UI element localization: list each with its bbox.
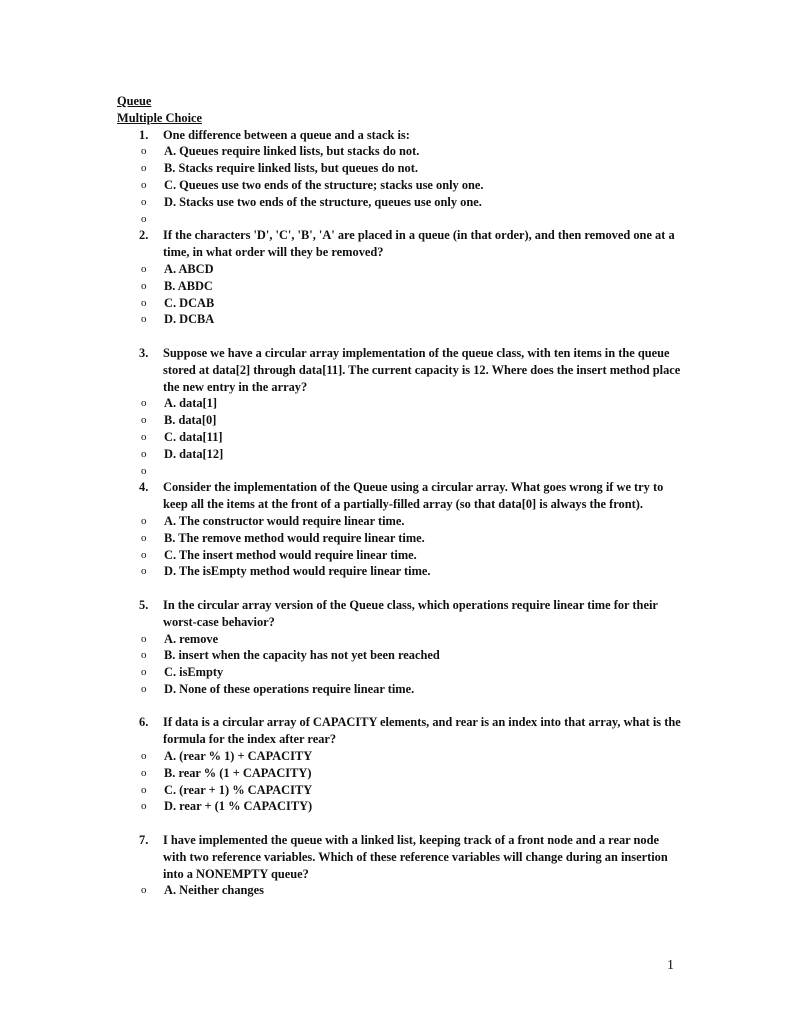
hollow-circle-bullet-icon: o [141, 313, 147, 326]
answer-option-text: A. remove [164, 631, 219, 646]
hollow-circle-bullet-icon: o [141, 430, 147, 443]
answer-option [117, 547, 682, 564]
hollow-circle-bullet-icon: o [141, 548, 147, 561]
answer-option [117, 160, 682, 177]
hollow-circle-bullet-icon: o [141, 279, 147, 292]
hollow-circle-bullet-icon: o [141, 195, 147, 208]
question-item [117, 127, 682, 144]
page-number: 1 [667, 958, 674, 973]
answer-option-text: D. Stacks use two ends of the structure, queues use only one. [164, 194, 482, 209]
answer-option [117, 278, 682, 295]
spacer [117, 815, 682, 832]
hollow-circle-bullet-icon: o [141, 212, 147, 225]
answer-option-text: B. Stacks require linked lists, but queues do not. [164, 161, 418, 176]
answer-option-text: A. Neither changes [164, 883, 264, 898]
hollow-circle-bullet-icon: o [141, 800, 147, 813]
answer-option-text: A. ABCD [164, 261, 214, 276]
answer-options [117, 882, 682, 899]
hollow-circle-bullet-icon: o [141, 262, 147, 275]
hollow-circle-bullet-icon: o [141, 666, 147, 679]
hollow-circle-bullet-icon: o [141, 632, 147, 645]
hollow-circle-bullet-icon: o [141, 296, 147, 309]
answer-option-text: B. data[0] [164, 413, 217, 428]
hollow-circle-bullet-icon: o [141, 884, 147, 897]
answer-option-text: A. (rear % 1) + CAPACITY [164, 749, 313, 764]
answer-option [117, 311, 682, 328]
section-heading: Multiple Choice [117, 110, 203, 125]
hollow-circle-bullet-icon: o [141, 766, 147, 779]
answer-option-text: C. data[11] [164, 429, 223, 444]
hollow-circle-bullet-icon: o [141, 750, 147, 763]
answer-option-text: C. DCAB [164, 295, 215, 310]
answer-options [117, 631, 682, 698]
answer-option-text: C. Queues use two ends of the structure; stacks use only one. [164, 177, 484, 192]
answer-option-text: A. data[1] [164, 396, 217, 411]
question-item [117, 345, 682, 395]
answer-option [117, 664, 682, 681]
hollow-circle-bullet-icon: o [141, 397, 147, 410]
spacer [117, 328, 682, 345]
question-text: One difference between a queue and a stack is: [163, 127, 410, 142]
answer-option-text: D. The isEmpty method would require linear time. [164, 564, 431, 579]
answer-option-text: A. The constructor would require linear time. [164, 513, 405, 528]
question-number: 6. [139, 715, 149, 730]
answer-option-text: B. insert when the capacity has not yet been reached [164, 648, 440, 663]
answer-option [117, 429, 682, 446]
question-number: 4. [139, 480, 149, 495]
answer-option [117, 295, 682, 312]
answer-option [117, 765, 682, 782]
answer-option [117, 463, 682, 480]
question-item [117, 832, 682, 882]
question-item [117, 479, 682, 513]
spacer [117, 580, 682, 597]
hollow-circle-bullet-icon: o [141, 531, 147, 544]
answer-option [117, 563, 682, 580]
answer-option-text: A. Queues require linked lists, but stacks do not. [164, 144, 420, 159]
spacer [117, 698, 682, 715]
answer-option [117, 143, 682, 160]
answer-option [117, 211, 682, 228]
hollow-circle-bullet-icon: o [141, 464, 147, 477]
document-page [117, 93, 682, 899]
answer-option [117, 631, 682, 648]
answer-option-text: D. rear + (1 % CAPACITY) [164, 799, 313, 814]
answer-options [117, 395, 682, 479]
answer-option-text: D. data[12] [164, 446, 224, 461]
hollow-circle-bullet-icon: o [141, 783, 147, 796]
hollow-circle-bullet-icon: o [141, 414, 147, 427]
answer-option [117, 798, 682, 815]
question-text: I have implemented the queue with a linked list, keeping track of a front node and a rear node with two reference variables. Which of these reference variables will change during an insertion into a NONEMPTY queue? [163, 833, 668, 881]
question-text: If data is a circular array of CAPACITY elements, and rear is an index into that array, what is the formula for the index after rear? [163, 715, 681, 747]
answer-option-text: B. rear % (1 + CAPACITY) [164, 765, 312, 780]
question-number: 5. [139, 597, 149, 612]
hollow-circle-bullet-icon: o [141, 565, 147, 578]
answer-option [117, 782, 682, 799]
question-text: In the circular array version of the Queue class, which operations require linear time for their worst-case behavior? [163, 597, 658, 629]
answer-option-text: B. ABDC [164, 278, 213, 293]
hollow-circle-bullet-icon: o [141, 682, 147, 695]
question-item [117, 227, 682, 261]
answer-option [117, 395, 682, 412]
answer-option [117, 194, 682, 211]
question-item [117, 714, 682, 748]
question-item [117, 597, 682, 631]
question-text: If the characters 'D', 'C', 'B', 'A' are placed in a queue (in that order), and then removed one at a time, in what order will they be removed? [163, 228, 675, 260]
answer-option-text: C. (rear + 1) % CAPACITY [164, 782, 313, 797]
question-text: Suppose we have a circular array implementation of the queue class, with ten items in the queue stored at data[2] through data[11]. The current capacity is 12. Where does the insert method place the new entry in the array? [163, 345, 681, 394]
answer-option [117, 530, 682, 547]
answer-options [117, 748, 682, 815]
hollow-circle-bullet-icon: o [141, 514, 147, 527]
answer-option [117, 446, 682, 463]
answer-options [117, 261, 682, 328]
question-number: 3. [139, 345, 149, 360]
answer-options [117, 143, 682, 227]
hollow-circle-bullet-icon: o [141, 162, 147, 175]
hollow-circle-bullet-icon: o [141, 178, 147, 191]
document-title: Queue [117, 94, 152, 108]
answer-option-text: D. DCBA [164, 312, 215, 327]
question-number: 7. [139, 833, 149, 848]
answer-option-text: B. The remove method would require linear time. [164, 530, 425, 545]
answer-option [117, 681, 682, 698]
answer-option-text: C. The insert method would require linear time. [164, 547, 417, 562]
answer-option-text: C. isEmpty [164, 665, 224, 680]
question-text: Consider the implementation of the Queue using a circular array. What goes wrong if we try to keep all the items at the front of a partially-filled array (so that data[0] is always the front). [163, 480, 664, 512]
answer-option [117, 647, 682, 664]
question-number: 1. [139, 127, 149, 142]
answer-option [117, 412, 682, 429]
hollow-circle-bullet-icon: o [141, 649, 147, 662]
answer-option [117, 261, 682, 278]
answer-option [117, 748, 682, 765]
hollow-circle-bullet-icon: o [141, 145, 147, 158]
answer-option [117, 882, 682, 899]
question-number: 2. [139, 228, 149, 243]
answer-options [117, 513, 682, 580]
answer-option [117, 513, 682, 530]
answer-option [117, 177, 682, 194]
answer-option-text: D. None of these operations require linear time. [164, 681, 415, 696]
question-list [117, 127, 682, 900]
hollow-circle-bullet-icon: o [141, 447, 147, 460]
